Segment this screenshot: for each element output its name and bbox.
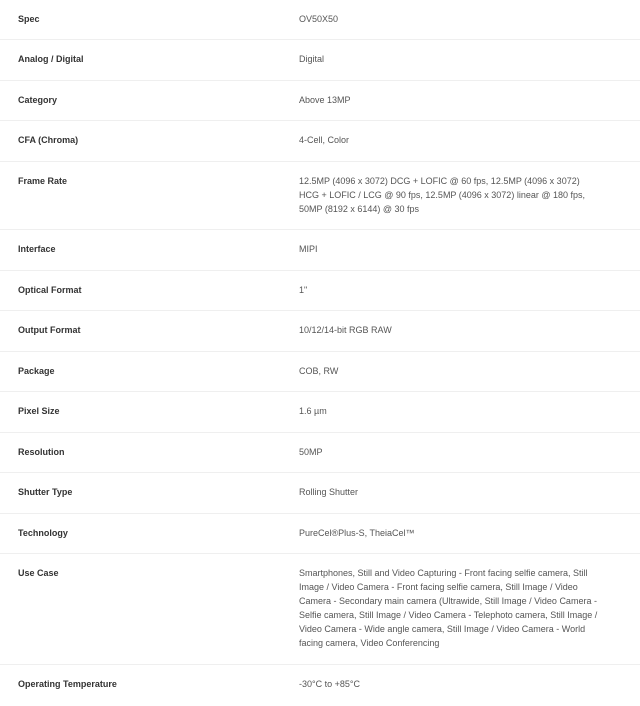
- spec-label: Optical Format: [18, 285, 82, 295]
- spec-value: Smartphones, Still and Video Capturing - Front facing selfie camera, Still Image / Video Camera - Front facing selfie camera, Still Image / Video Camera - Secondary main camera (Ultrawide, Still Image / Video Camera - Selfie camera, Still Image / Video Camera - Telephoto camera, Still Image / Video Camera - Wide angle camera, Still Image / Video Camera - World facing camera, Video Conferencing: [299, 568, 598, 648]
- spec-value: 1": [299, 285, 308, 295]
- spec-value: Rolling Shutter: [299, 487, 359, 497]
- spec-value: Above 13MP: [299, 95, 351, 105]
- spec-row-resolution: [0, 433, 640, 473]
- spec-label: Category: [18, 95, 58, 105]
- spec-value: 1.6 µm: [299, 406, 327, 416]
- spec-row-cfa-chroma: [0, 121, 640, 162]
- spec-row-output-format: [0, 311, 640, 352]
- spec-value: 4-Cell, Color: [299, 135, 350, 145]
- spec-value: 50MP: [299, 447, 323, 457]
- spec-row-optical-format: [0, 271, 640, 311]
- spec-value: PureCel®Plus-S, TheiaCel™: [299, 528, 415, 538]
- spec-value: 10/12/14-bit RGB RAW: [299, 325, 392, 335]
- spec-label: Interface: [18, 244, 56, 254]
- spec-row-operating-temperature: [0, 665, 640, 706]
- spec-label: Operating Temperature: [18, 679, 117, 689]
- spec-row-analog-digital: [0, 40, 640, 81]
- spec-value: Digital: [299, 54, 325, 64]
- spec-row-technology: [0, 514, 640, 554]
- spec-row-interface: [0, 230, 640, 271]
- spec-label: Use Case: [18, 568, 59, 578]
- spec-label: CFA (Chroma): [18, 135, 79, 145]
- spec-row-shutter-type: [0, 473, 640, 514]
- spec-label: Package: [18, 366, 55, 376]
- spec-row-pixel-size: [0, 392, 640, 433]
- spec-label: Technology: [18, 528, 68, 538]
- spec-value: MIPI: [299, 244, 318, 254]
- spec-label: Shutter Type: [18, 487, 73, 497]
- spec-label: Analog / Digital: [18, 54, 84, 64]
- spec-row-category: [0, 81, 640, 121]
- spec-value: COB, RW: [299, 366, 339, 376]
- spec-row-package: [0, 352, 640, 392]
- spec-row-spec: [0, 0, 640, 40]
- spec-value: -30°C to +85°C: [299, 679, 360, 689]
- spec-value: OV50X50: [299, 14, 339, 24]
- spec-row-frame-rate: [0, 162, 640, 230]
- spec-label: Resolution: [18, 447, 65, 457]
- spec-label: Spec: [18, 14, 40, 24]
- spec-value: 12.5MP (4096 x 3072) DCG + LOFIC @ 60 fps, 12.5MP (4096 x 3072) HCG + LOFIC / LCG @ 90 fps, 12.5MP (4096 x 3072) linear @ 180 fps, 50MP (8192 x 6144) @ 30 fps: [299, 176, 585, 214]
- spec-label: Pixel Size: [18, 406, 60, 416]
- spec-row-use-case: [0, 554, 640, 665]
- spec-label: Output Format: [18, 325, 81, 335]
- spec-label: Frame Rate: [18, 176, 68, 186]
